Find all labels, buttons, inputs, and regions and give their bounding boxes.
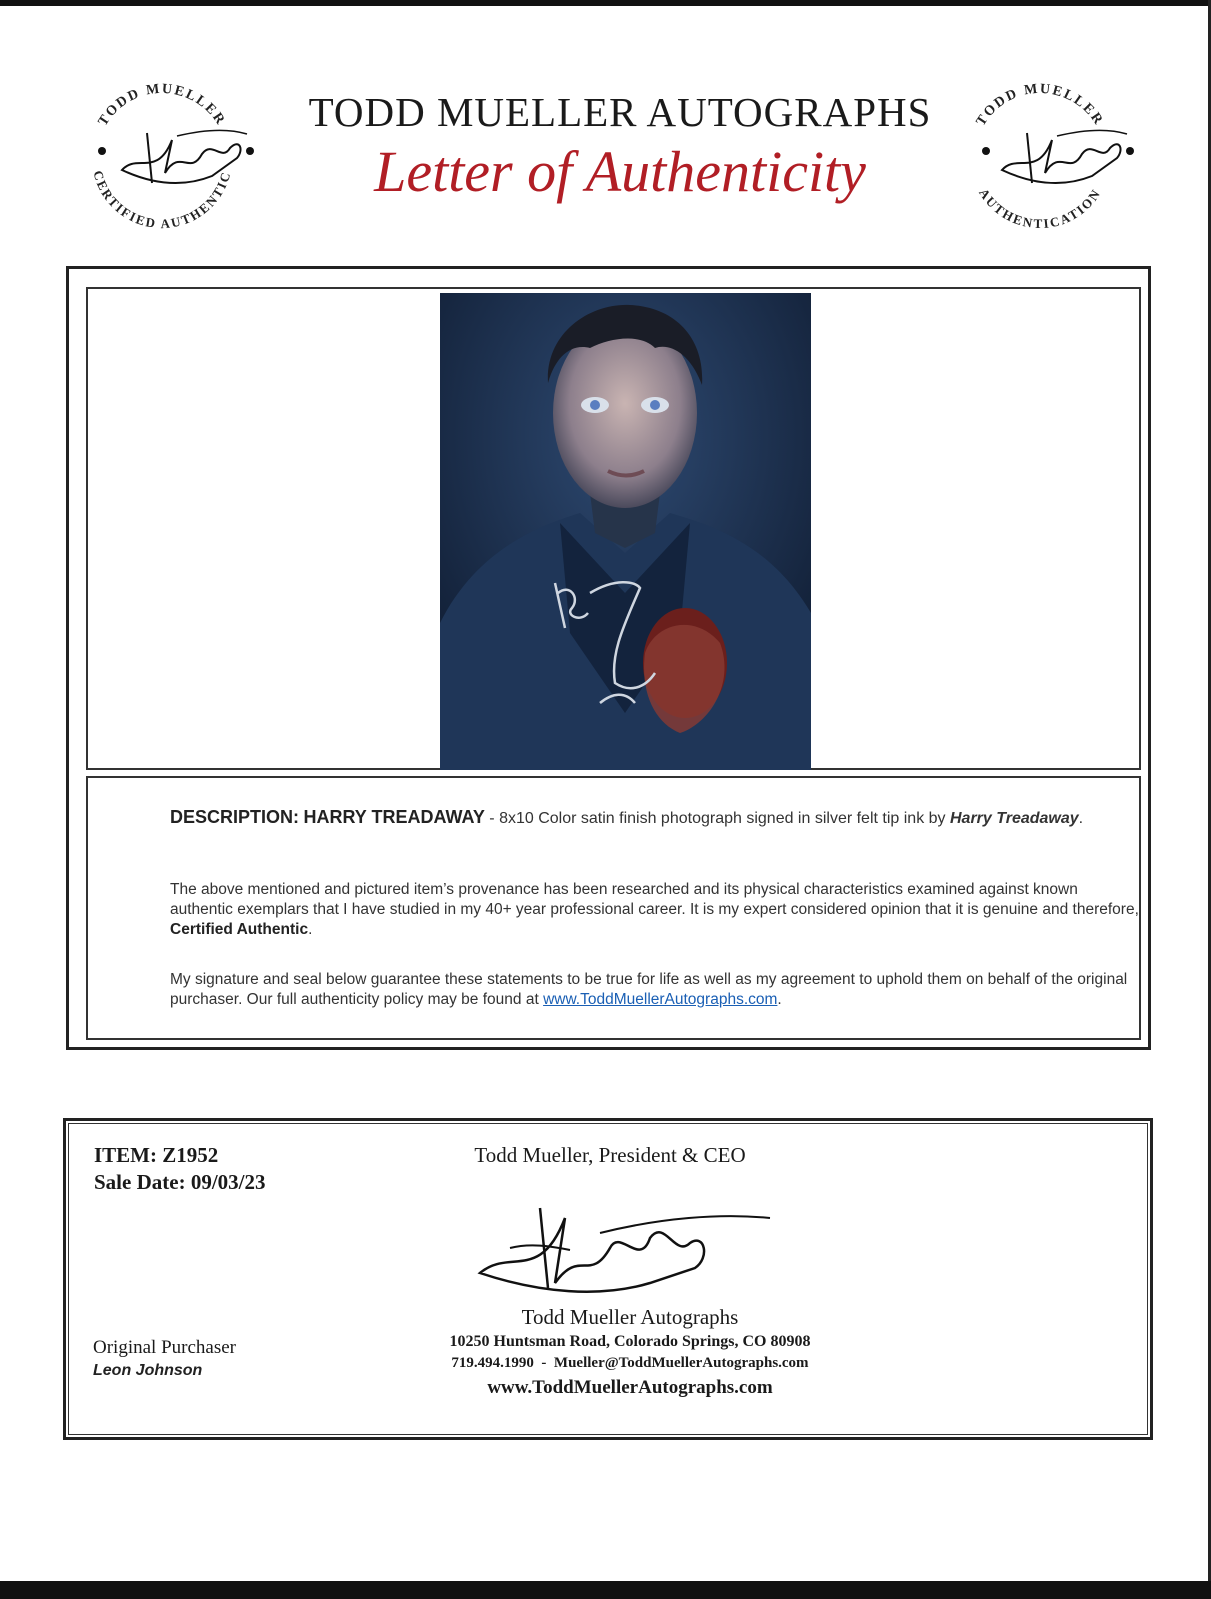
provenance-text: The above mentioned and pictured item’s provenance has been researched and its physical characteristics examined against known authentic exemplars that I have studied in my 40+ year professional career. It is my expert considered opinion that it is genuine and therefore,	[170, 881, 1139, 918]
page-subtitle: Letter of Authenticity	[374, 139, 866, 204]
item-label: ITEM:	[94, 1143, 157, 1167]
purchaser-label: Original Purchaser	[93, 1337, 236, 1358]
description-label: DESCRIPTION	[170, 807, 294, 827]
purchaser-name: Leon Johnson	[93, 1362, 203, 1379]
provenance-paragraph: The above mentioned and pictured item’s provenance has been researched and its physical characteristics examined against known authentic exemplars that I have studied in my 40+ year professional career. It is my expert considered opinion that it is genuine and therefore, Certified Authentic.	[170, 881, 1139, 938]
description-paragraph: DESCRIPTION: HARRY TREADAWAY - 8x10 Color satin finish photograph signed in silver felt tip ink by Harry Treadaway.	[170, 807, 1084, 827]
page-title: TODD MUELLER AUTOGRAPHS	[308, 89, 932, 135]
sale-label: Sale Date:	[94, 1170, 186, 1194]
svg-text:TODD MUELLER	[96, 82, 229, 129]
seal-right-top-text: TODD MUELLER	[973, 81, 1107, 129]
company-phone: 719.494.1990	[451, 1355, 534, 1371]
sale-date	[94, 1170, 265, 1195]
company-website[interactable]: www.ToddMuellerAutographs.com	[487, 1377, 773, 1398]
seal-right	[940, 58, 1140, 258]
sale-value: 09/03/23	[190, 1170, 266, 1194]
seal-right-icon	[940, 58, 1140, 258]
seal-left-top-text: TODD MUELLER	[95, 81, 229, 129]
company-email[interactable]: Mueller@ToddMuellerAutographs.com	[553, 1355, 809, 1371]
ceo-title: Todd Mueller, President & CEO	[474, 1143, 746, 1167]
ceo-signature-icon	[470, 1188, 790, 1298]
guarantee-paragraph: My signature and seal below guarantee these statements to be true for life as well as my agreement to uphold them on behalf of the original purchaser. Our full authenticity policy may be found at www.ToddMuellerAutographs.com.	[170, 971, 1128, 1008]
company-name: Todd Mueller Autographs	[521, 1305, 739, 1329]
signed-portrait-photo-icon	[440, 293, 811, 770]
svg-text:AUTHENTICATION	[976, 186, 1104, 232]
seal-left-icon	[62, 58, 262, 258]
seal-right-bottom-text: AUTHENTICATION	[976, 185, 1104, 232]
certified-authentic-text: Certified Authentic	[170, 921, 309, 938]
seal-left-bottom-text: CERTIFIED AUTHENTIC	[90, 168, 234, 232]
guarantee-text: My signature and seal below guarantee these statements to be true for life as well as my agreement to uphold them on behalf of the original purchaser. Our full authenticity policy may be found at	[170, 971, 1128, 1008]
autographed-photo	[440, 293, 811, 770]
svg-text:TODD MUELLER	[974, 82, 1107, 129]
seal-left	[62, 58, 262, 258]
page-edge-bottom	[0, 1581, 1211, 1599]
item-value: Z1952	[162, 1143, 219, 1167]
description-subject: HARRY TREADAWAY	[303, 807, 485, 827]
description-text: - 8x10 Color satin finish photograph signed in silver felt tip ink by	[489, 810, 946, 827]
page-edge-top	[0, 0, 1211, 6]
company-address: 10250 Huntsman Road, Colorado Springs, CO 80908	[449, 1333, 811, 1350]
item-number	[94, 1143, 218, 1168]
svg-text:CERTIFIED AUTHENTIC	[90, 169, 233, 231]
company-contact: 719.494.1990 - Mueller@ToddMuellerAutographs.com	[451, 1355, 809, 1371]
description-signer: Harry Treadaway	[950, 810, 1079, 827]
website-link[interactable]: www.ToddMuellerAutographs.com	[543, 991, 778, 1008]
